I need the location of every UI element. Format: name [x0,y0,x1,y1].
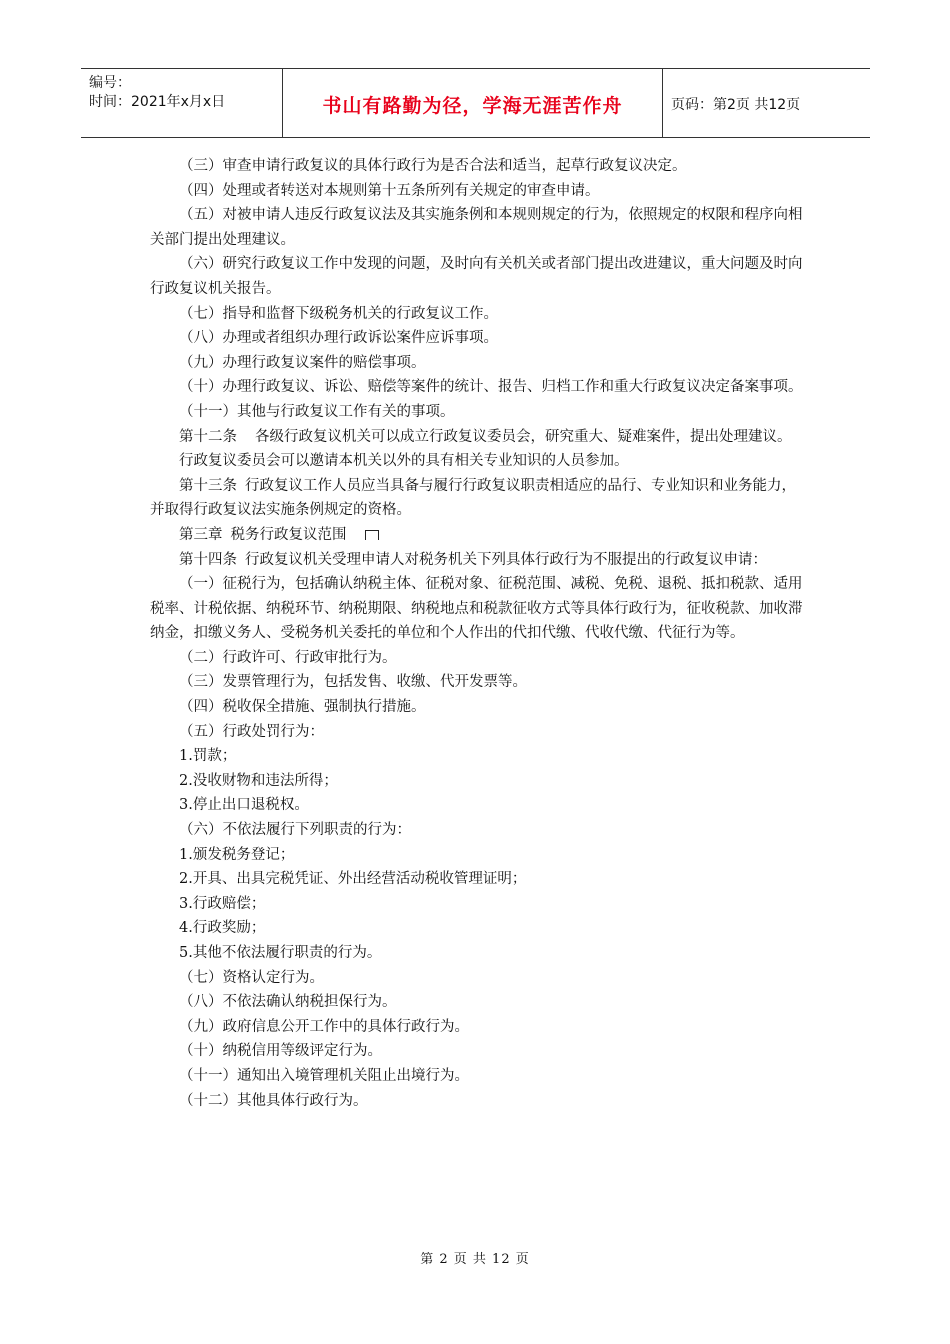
list-item: （六）不依法履行下列职责的行为： [179,822,411,839]
list-item: （十一）通知出入境管理机关阻止出境行为。 [179,1067,469,1084]
list-item: （四）税收保全措施、强制执行措施。 [179,699,426,716]
article-heading: 第十三条 [179,477,237,494]
article-13 [150,474,810,523]
paragraph: 行政复议委员会可以邀请本机关以外的具有相关专业知识的人员参加。 [179,453,629,470]
list-item: 3.停止出口退税权。 [179,797,309,814]
article-text: 行政复议机关受理申请人对税务机关下列具体行政行为不服提出的行政复议申请： [245,551,767,568]
list-item: 5.其他不依法履行职责的行为。 [179,945,382,961]
list-item: 2.没收财物和违法所得； [179,772,338,789]
paragraph: （三）审查申请行政复议的具体行政行为是否合法和适当，起草行政复议决定。 [179,158,687,174]
chapter-heading [150,523,810,548]
paragraph: （十一）其他与行政复议工作有关的事项。 [179,403,455,420]
list-item: （八）不依法确认纳税担保行为。 [179,994,397,1011]
chapter-title: 税务行政复议范围 [230,526,347,543]
paragraph: （九）办理行政复议案件的赔偿事项。 [179,354,426,371]
list-item: （七）资格认定行为。 [179,969,324,986]
list-item: （九）政府信息公开工作中的具体行政行为。 [179,1018,469,1035]
list-item: （三）发票管理行为，包括发售、收缴、代开发票等。 [179,674,527,691]
page-header [81,68,870,138]
paragraph: （六）研究行政复议工作中发现的问题，及时向有关机关或者部门提出改进建议，重大问题及时向行政复议机关报告。 [150,256,803,297]
document-body [150,154,810,1113]
article-14 [150,548,810,573]
list-item: （五）行政处罚行为： [179,723,324,740]
list-item: （一）征税行为，包括确认纳税主体、征税对象、征税范围、减税、免税、退税、抵扣税款、适用税率、计税依据、纳税环节、纳税期限、纳税地点和税款征收方式等具体行政行为，征收税款、加收滞纳金，扣缴义务人、受税务机关委托的单位和个人作出的代扣代缴、代收代缴、代征行为等。 [150,576,803,642]
document-code-label: 编号： [89,75,131,91]
article-heading: 第十二条 [179,428,237,445]
list-item: 1.罚款； [179,748,237,765]
list-item: （二）行政许可、行政审批行为。 [179,649,397,666]
paragraph: （五）对被申请人违反行政复议法及其实施条例和本规则规定的行为，依照规定的权限和程序向相关部门提出处理建议。 [150,207,803,248]
header-middle-cell [283,69,663,137]
list-item: 4.行政奖励； [179,920,266,937]
paragraph: （四）处理或者转送对本规则第十五条所列有关规定的审查申请。 [179,182,600,199]
document-time-label: 时间：2021年x月x日 [89,94,226,110]
article-heading: 第十四条 [179,551,237,568]
article-12 [150,425,810,450]
header-motto: 书山有路勤为径，学海无涯苦作舟 [322,95,623,117]
header-page-info: 页码：第2页 共12页 [671,97,801,113]
chapter-number: 第三章 [179,526,223,543]
article-text: 行政复议工作人员应当具备与履行行政复议职责相适应的品行、专业知识和业务能力，并取得行政复议法实施条例规定的资格。 [150,477,796,519]
header-right-cell [663,69,870,137]
paragraph: （八）办理或者组织办理行政诉讼案件应诉事项。 [179,330,498,347]
list-item: （十）纳税信用等级评定行为。 [179,1043,382,1060]
paragraph: （十）办理行政复议、诉讼、赔偿等案件的统计、报告、归档工作和重大行政复议决定备案事项。 [179,379,803,396]
list-item: 2.开具、出具完税凭证、外出经营活动税收管理证明； [179,871,527,888]
bracket-mark-icon [365,530,379,540]
list-item: 1.颁发税务登记； [179,846,295,863]
page-footer: 第 2 页 共 12 页 [420,1252,530,1267]
header-left-cell [81,69,283,137]
article-text: 各级行政复议机关可以成立行政复议委员会，研究重大、疑难案件，提出处理建议。 [255,428,792,445]
list-item: 3.行政赔偿； [179,895,266,912]
paragraph: （七）指导和监督下级税务机关的行政复议工作。 [179,305,498,322]
list-item: （十二）其他具体行政行为。 [179,1092,368,1109]
